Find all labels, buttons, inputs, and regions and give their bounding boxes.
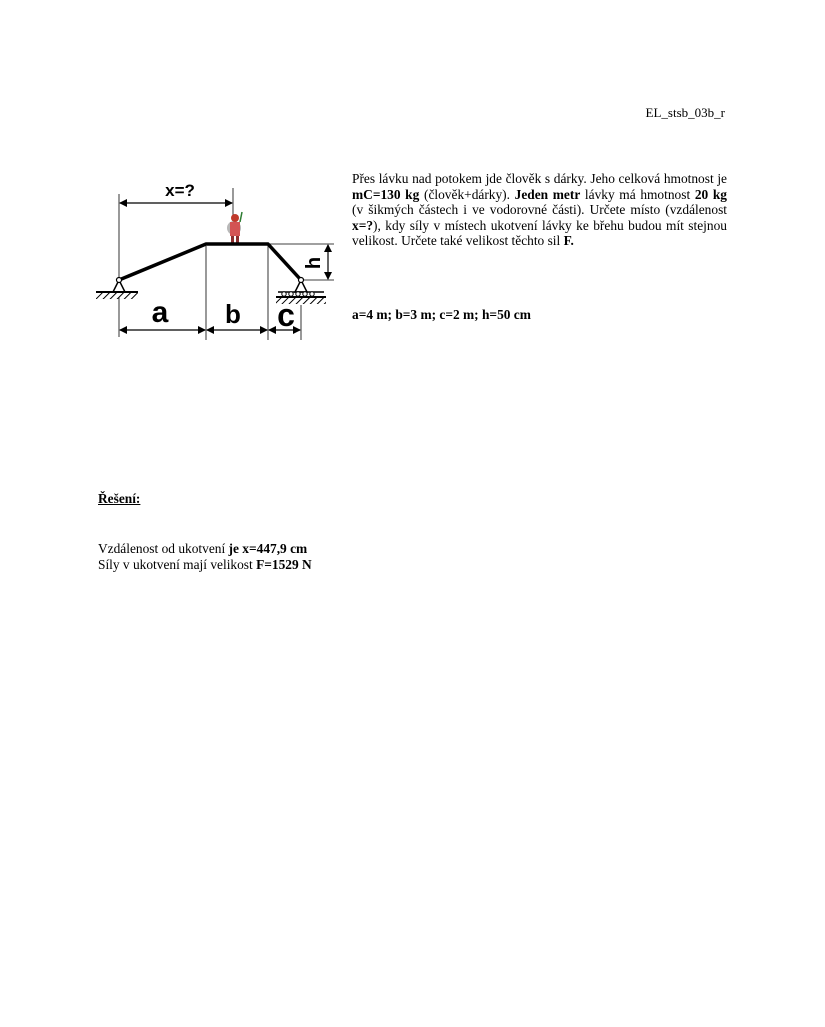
bridge-diagram (88, 172, 338, 347)
problem-text-5: ), kdy síly v místech ukotvení lávky ke břehu budou mít stejnou velikost. Určete také velikost těchto sil (352, 217, 727, 249)
b-label: b (225, 299, 241, 329)
x-unknown-label: x=? (165, 181, 195, 200)
solution-heading: Řešení: (98, 491, 141, 506)
c-label: c (277, 297, 295, 333)
bottom-dimensions (119, 246, 301, 340)
answer-force-text: Síly v ukotvení mají velikost (98, 556, 257, 572)
bridge-deck (119, 244, 301, 280)
x-dimension (119, 181, 233, 284)
meter-phrase: Jeden metr (514, 186, 581, 202)
x-unknown: x=? (352, 217, 374, 233)
h-dimension (270, 244, 334, 280)
answer-distance (98, 541, 312, 557)
problem-text-1: Přes lávku nad potokem jde člověk s dárky. Jeho celková hmotnost je (352, 171, 727, 186)
person-icon (227, 212, 242, 245)
document-id: EL_stsb_03b_r (645, 105, 725, 120)
answer-distance-value: je x=447,9 cm (228, 541, 308, 556)
force-label: F. (563, 233, 574, 249)
answer-force (98, 557, 312, 573)
given-parameters: a=4 m; b=3 m; c=2 m; h=50 cm (352, 307, 531, 322)
left-support (96, 278, 138, 300)
problem-text-3: lávky má hmotnost (580, 186, 695, 202)
a-label: a (151, 296, 169, 329)
person-mass: mC=130 kg (352, 186, 420, 202)
solution-answers (98, 541, 312, 572)
problem-text-4: (v šikmých částech i ve vodorovné části). Určete místo (vzdálenost (352, 202, 727, 218)
answer-force-value: F=1529 N (256, 556, 312, 572)
answer-distance-text: Vzdálenost od ukotvení (98, 541, 229, 556)
meter-mass: 20 kg (694, 186, 727, 202)
problem-text-2: (člověk+dárky). (419, 186, 515, 202)
problem-statement (352, 171, 727, 249)
h-label: h (303, 256, 325, 270)
